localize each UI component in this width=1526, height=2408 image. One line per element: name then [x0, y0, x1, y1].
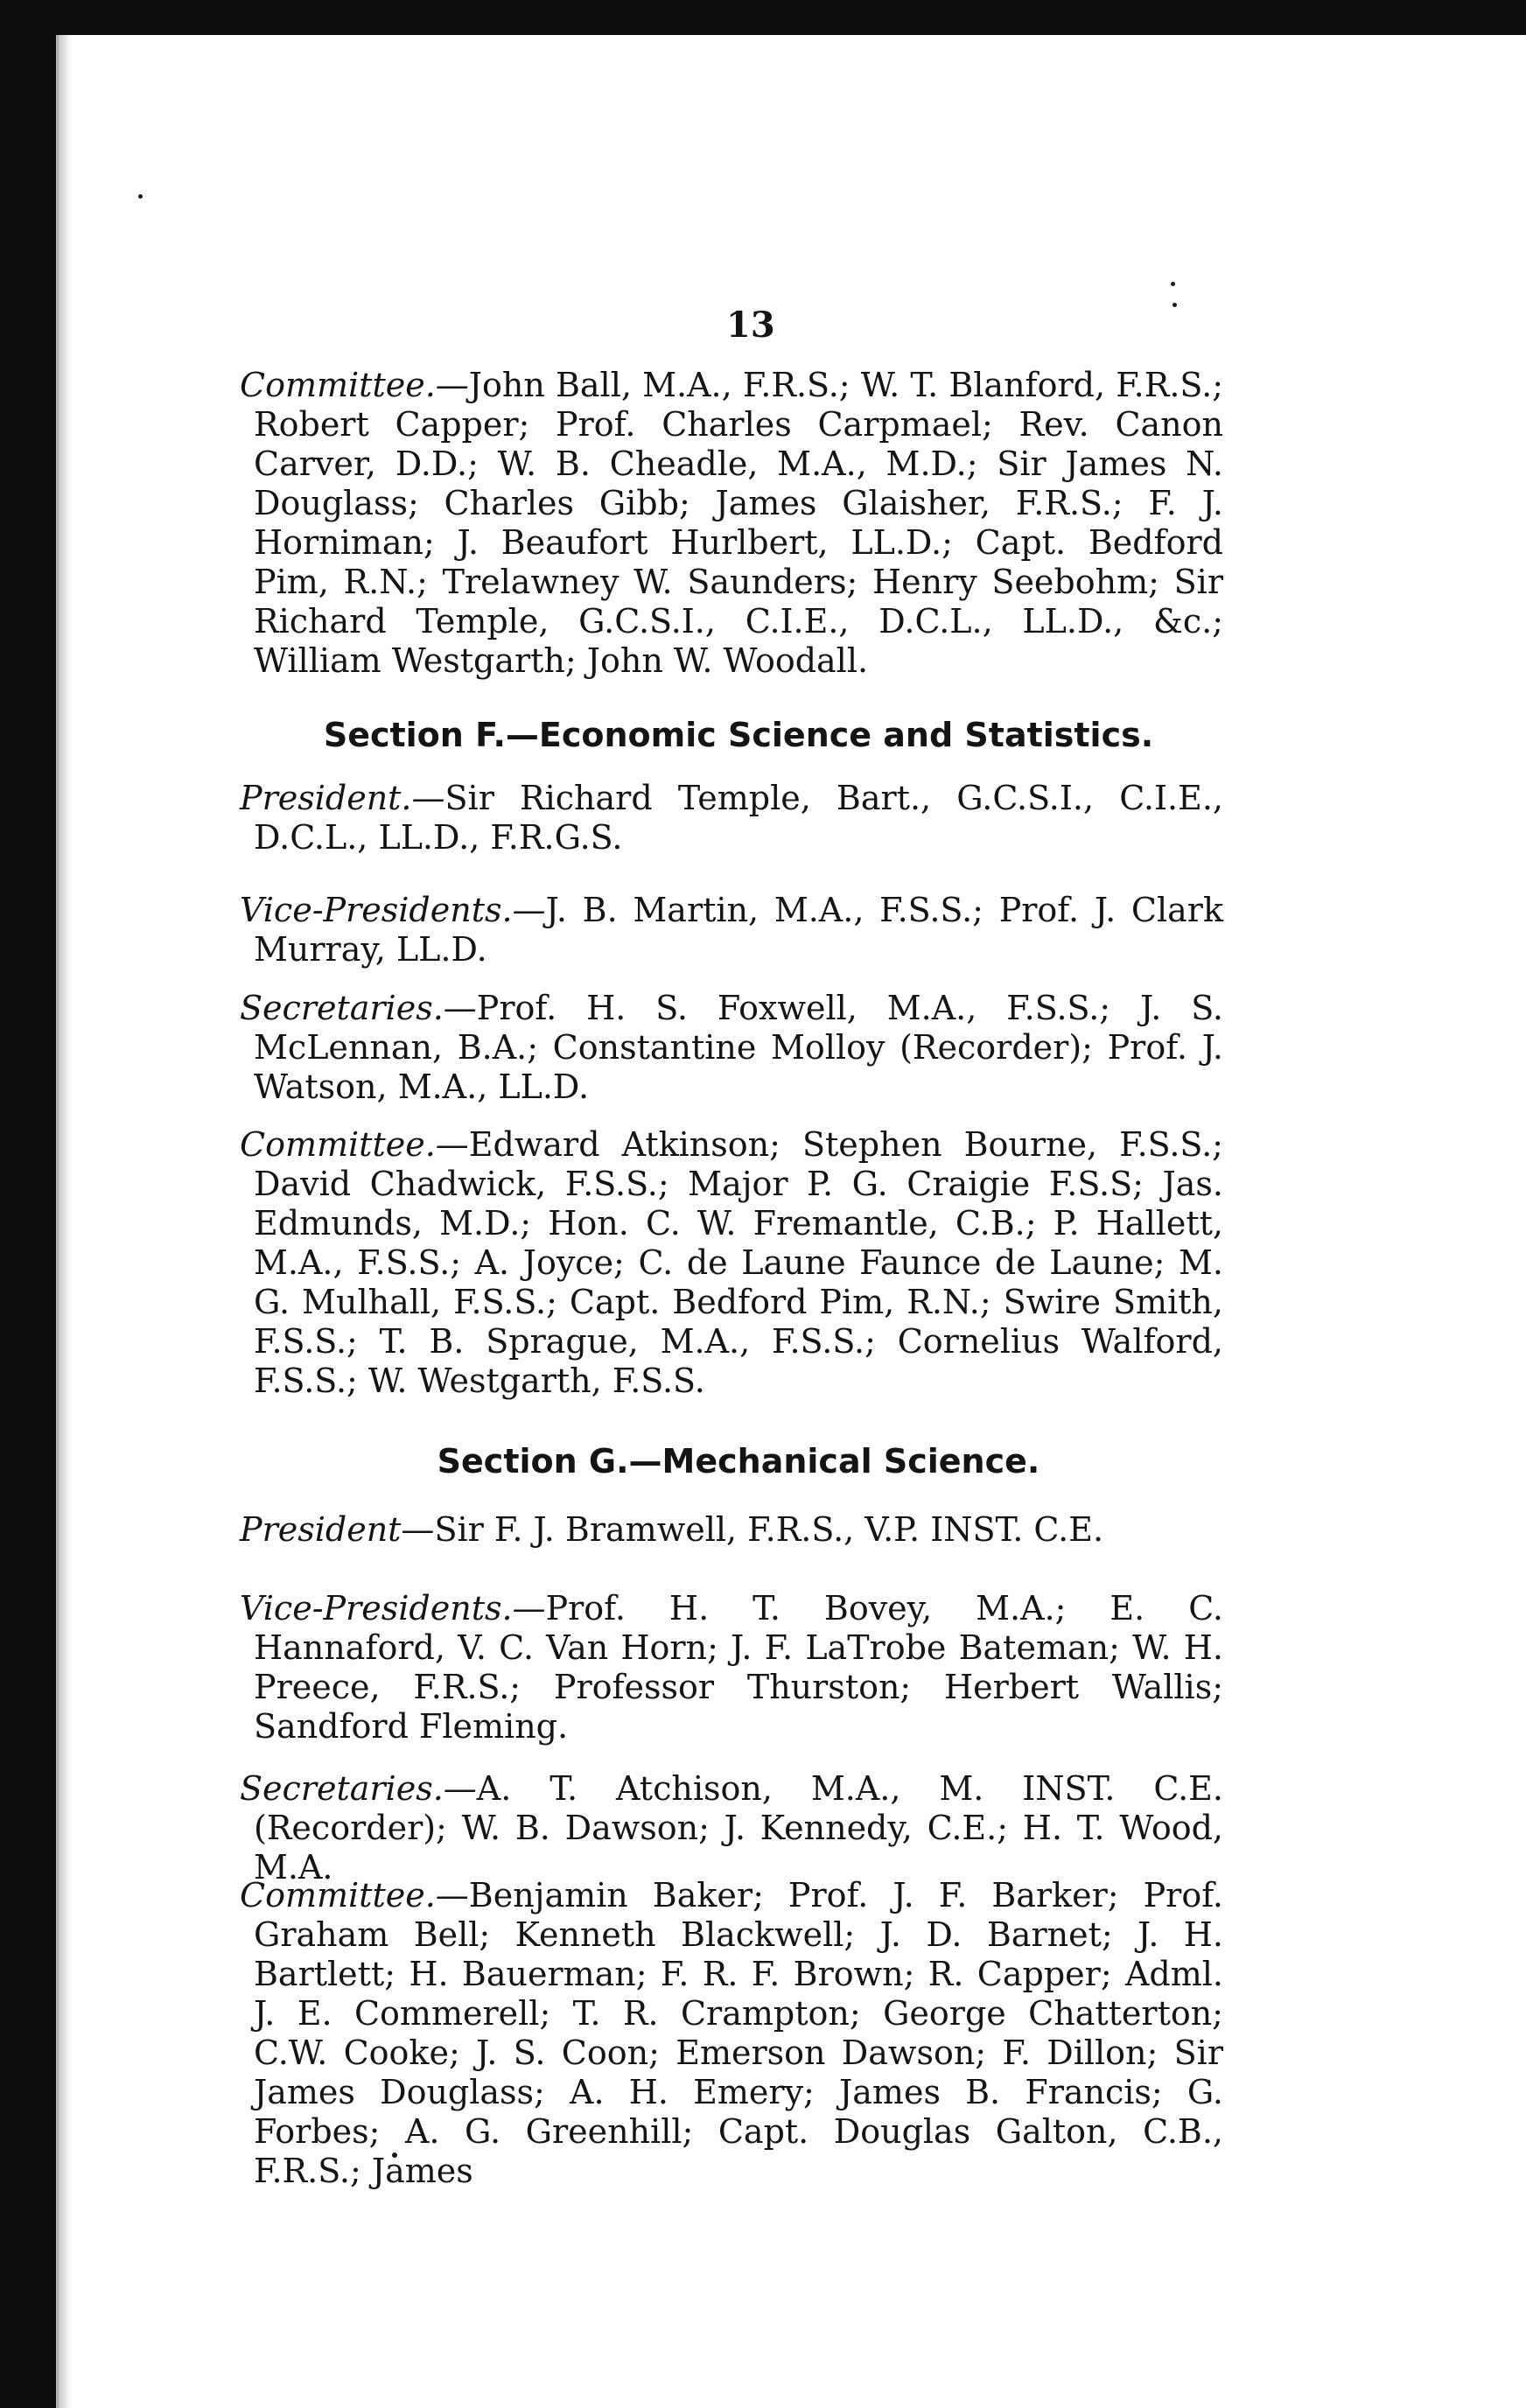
vice-presidents-label: Vice-Presidents.— — [240, 891, 546, 929]
committee-text: John Ball, M.A., F.R.S.; W. T. Blanford, F.R.S.; Robert Capper; Prof. Charles Carpmael; Rev. Canon Carver, D.D.; W. B. Cheadle, M.A., M.D.; Sir James N. Douglass; Charles Gibb; James Glaisher, F.R.S.; F. J. Horniman; J. Beaufort Hurlbert, LL.D.; Capt. Bedford Pim, R.N.; Trelawney W. Saunders; Henry Seebohm; Sir Richard Temple, G.C.S.I., C.I.E., D.C.L., LL.D., &c.; William Westgarth; John W. Woodall. — [254, 366, 1223, 680]
scan-speck — [138, 194, 143, 199]
vice-presidents-text: Prof. H. T. Bovey, M.A.; E. C. Hannaford, V. C. Van Horn; J. F. LaTrobe Bateman; W. H. Preece, F.R.S.; Professor Thurston; Herbert Wallis; Sandford Fleming. — [254, 1589, 1223, 1746]
scan-speck — [1171, 282, 1175, 286]
section-g-president — [240, 1510, 1223, 1550]
scan-speck — [1172, 303, 1177, 307]
secretaries-label: Secretaries.— — [240, 989, 477, 1027]
committee-text: Edward Atkinson; Stephen Bourne, F.S.S.; David Chadwick, F.S.S.; Major P. G. Craigie F.S.S; Jas. Edmunds, M.D.; Hon. C. W. Fremantle, C.B.; P. Hallett, M.A., F.S.S.; A. Joyce; C. de Laune Faunce de Laune; M. G. Mulhall, F.S.S.; Capt. Bedford Pim, R.N.; Swire Smith, F.S.S.; T. B. Sprague, M.A., F.S.S.; Cornelius Walford, F.S.S.; W. Westgarth, F.S.S. — [254, 1125, 1223, 1400]
secretaries-label: Secretaries.— — [240, 1769, 477, 1808]
vice-presidents-label: Vice-Presidents.— — [240, 1589, 546, 1628]
president-text: Sir F. J. Bramwell, F.R.S., V.P. INST. C.E. — [434, 1510, 1104, 1549]
section-f-vice-presidents — [240, 891, 1223, 970]
section-e-committee — [240, 366, 1223, 681]
secretaries-text: A. T. Atchison, M.A., M. INST. C.E. (Recorder); W. B. Dawson; J. Kennedy, C.E.; H. T. Wood, M.A. — [254, 1769, 1223, 1886]
president-text: Sir Richard Temple, Bart., G.C.S.I., C.I.E., D.C.L., LL.D., F.R.G.S. — [254, 779, 1223, 857]
section-g-heading: Section G.—Mechanical Science. — [437, 1442, 1040, 1480]
section-g-vice-presidents — [240, 1589, 1223, 1746]
committee-label: Committee.— — [240, 366, 469, 404]
section-f-president — [240, 779, 1223, 858]
president-label: President— — [240, 1510, 435, 1549]
secretaries-text: Prof. H. S. Foxwell, M.A., F.S.S.; J. S. McLennan, B.A.; Constantine Molloy (Recorder); Prof. J. Watson, M.A., LL.D. — [254, 989, 1223, 1106]
section-f-heading: Section F.—Economic Science and Statistics. — [323, 716, 1154, 754]
vice-presidents-text: J. B. Martin, M.A., F.S.S.; Prof. J. Clark Murray, LL.D. — [254, 891, 1223, 969]
president-label: President.— — [240, 779, 445, 817]
section-f-secretaries — [240, 989, 1223, 1107]
section-g-committee — [240, 1876, 1223, 2191]
section-g-secretaries — [240, 1769, 1223, 1887]
section-f-committee — [240, 1125, 1223, 1401]
page-gutter — [56, 35, 72, 2408]
committee-label: Committee.— — [240, 1876, 469, 1914]
page-number: 13 — [726, 304, 775, 346]
committee-label: Committee.— — [240, 1125, 469, 1164]
committee-text: Benjamin Baker; Prof. J. F. Barker; Prof. Graham Bell; Kenneth Blackwell; J. D. Barnet; J. H. Bartlett; H. Bauerman; F. R. F. Brown; R. Capper; Adml. J. E. Commerell; T. R. Crampton; George Chatterton; C.W. Cooke; J. S. Coon; Emerson Dawson; F. Dillon; Sir James Douglass; A. H. Emery; James B. Francis; G. Forbes; A. G. Greenhill; Capt. Douglas Galton, C.B., F.R.S.; James — [254, 1876, 1223, 2190]
